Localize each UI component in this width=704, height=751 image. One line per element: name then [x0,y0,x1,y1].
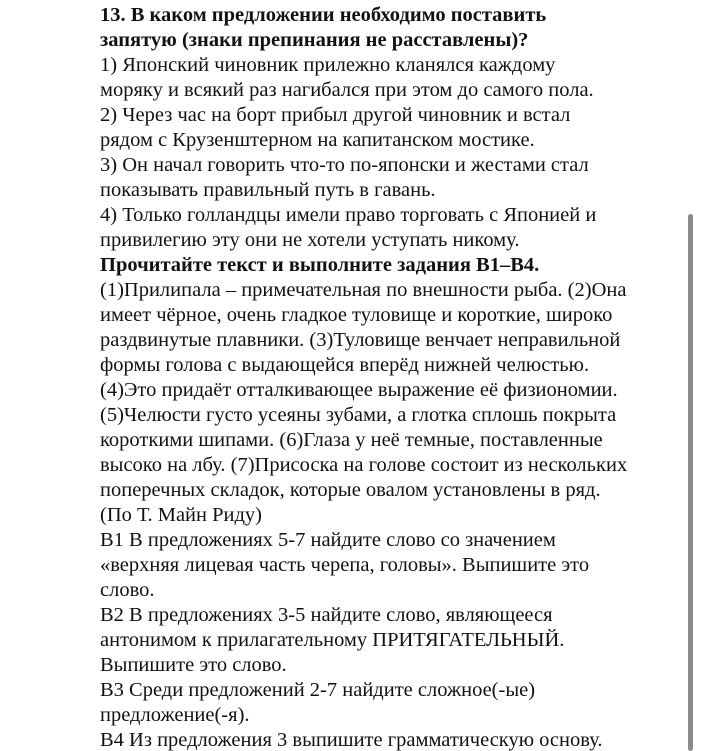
task13-title-line-2: запятую (знаки препинания не расставлены)? [100,29,529,51]
task13-option-line: 3) Он начал говорить что-то по-японски и жестами стал [100,154,589,176]
task13-option-line: 4) Только голландцы имели право торговать с Японией и [100,204,597,226]
reading-heading: Прочитайте текст и выполните задания В1–В4. [100,254,540,276]
reading-text-line: имеет чёрное, очень гладкое туловище и короткие, широко [100,304,613,326]
reading-text-line: (5)Челюсти густо усеяны зубами, а глотка сплошь покрыта [100,404,617,426]
reading-text-line: (1)Прилипала – примечательная по внешности рыба. (2)Она [100,279,627,301]
task13-option-line: моряку и всякий раз нагибался при этом до самого пола. [100,79,594,101]
reading-text-line: поперечных складок, которые овалом установлены в ряд. [100,479,601,501]
reading-text-line: (4)Это придаёт отталкивающее выражение её физиономии. [100,379,618,401]
task-line: «верхняя лицевая часть черепа, головы». Выпишите это [100,554,590,576]
task13-option-line: 2) Через час на борт прибыл другой чиновник и встал [100,104,571,126]
task-line: слово. [100,579,155,601]
reading-text-line: высоко на лбу. (7)Присоска на голове состоит из нескольких [100,454,628,476]
task-line: В1 В предложениях 5-7 найдите слово со значением [100,529,556,551]
task-line: В3 Среди предложений 2-7 найдите сложное(-ые) [100,679,536,701]
task13-option-line: рядом с Крузенштерном на капитанском мостике. [100,129,535,151]
task13-title-line-1: 13. В каком предложении необходимо поставить [100,4,547,26]
task-line: антонимом к прилагательному ПРИТЯГАТЕЛЬНЫЙ. [100,629,565,651]
reading-text-line: формы голова с выдающейся вперёд нижней челюстью. [100,354,590,376]
task13-option-line: 1) Японский чиновник прилежно кланялся каждому [100,54,556,76]
task13-option-line: привилегию эту они не хотели уступать никому. [100,229,520,251]
reading-text-line: короткими шипами. (6)Глаза у неё темные, поставленные [100,429,603,451]
task13-option-line: показывать правильный путь в гавань. [100,179,436,201]
task-line: предложение(-я). [100,704,250,726]
task-line: Выпишите это слово. [100,654,287,676]
reading-source: (По Т. Майн Риду) [100,504,262,526]
task-line: В2 В предложениях 3-5 найдите слово, являющееся [100,604,553,626]
vertical-scrollbar[interactable] [688,214,693,751]
task-line: В4 Из предложения 3 выпишите грамматическую основу. [100,729,603,751]
reading-text-line: раздвинутые плавники. (3)Туловище венчает неправильной [100,329,621,351]
